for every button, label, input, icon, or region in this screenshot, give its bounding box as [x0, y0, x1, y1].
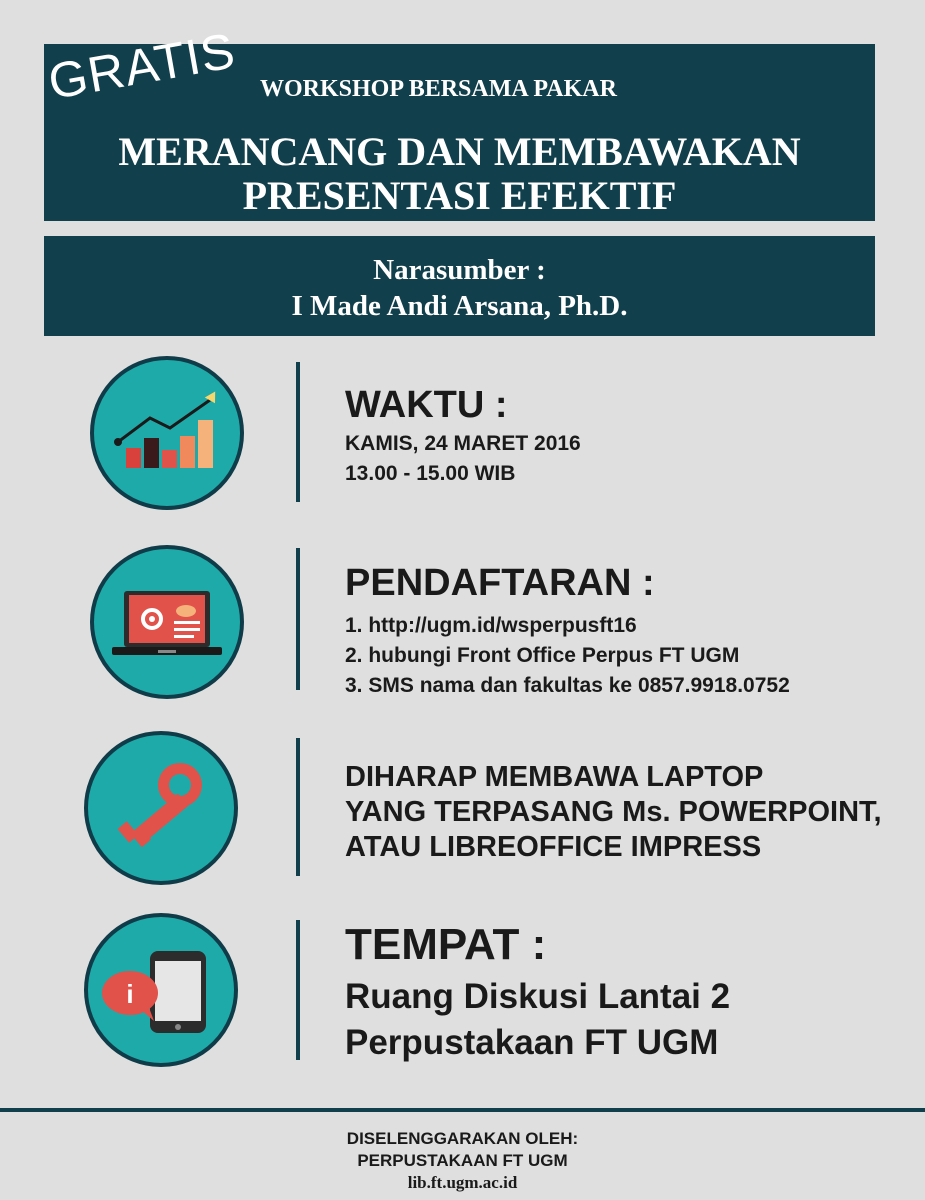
- tempat-line: Ruang Diskusi Lantai 2: [345, 977, 731, 1016]
- tempat-line: Perpustakaan FT UGM: [345, 1023, 719, 1062]
- note-line: YANG TERPASANG Ms. POWERPOINT,: [345, 796, 882, 828]
- divider-line: [296, 548, 300, 690]
- speaker-name: I Made Andi Arsana, Ph.D.: [291, 290, 628, 322]
- note-section: [345, 760, 882, 865]
- footer-divider: [0, 1108, 925, 1112]
- laptop-icon: [90, 545, 244, 699]
- tempat-heading: TEMPAT :: [345, 920, 547, 969]
- waktu-date: KAMIS, 24 MARET 2016: [345, 432, 581, 455]
- footer-organizer-name: PERPUSTAKAAN FT UGM: [357, 1151, 568, 1170]
- bar-chart-icon: [90, 356, 244, 510]
- footer: [0, 1128, 925, 1194]
- footer-organizer-label: DISELENGGARAKAN OLEH:: [346, 1129, 579, 1148]
- waktu-time: 13.00 - 15.00 WIB: [345, 462, 516, 485]
- pendaftaran-section: [345, 562, 790, 701]
- speaker-block: [44, 252, 875, 324]
- gratis-label: GRATIS: [44, 22, 240, 111]
- waktu-heading: WAKTU :: [345, 384, 508, 426]
- phone-info-icon: [84, 913, 238, 1067]
- speaker-label: Narasumber :: [373, 254, 546, 286]
- note-line: ATAU LIBREOFFICE IMPRESS: [345, 831, 762, 863]
- workshop-title: [44, 130, 875, 218]
- pendaftaran-heading: PENDAFTARAN :: [345, 562, 655, 604]
- key-icon: [84, 731, 238, 885]
- note-line: DIHARAP MEMBAWA LAPTOP: [345, 761, 764, 793]
- workshop-title-line2: PRESENTASI EFEKTIF: [242, 173, 677, 218]
- divider-line: [296, 362, 300, 502]
- workshop-title-line1: MERANCANG DAN MEMBAWAKAN: [118, 129, 801, 174]
- tempat-section: [345, 920, 730, 1066]
- divider-line: [296, 738, 300, 876]
- waktu-section: [345, 384, 581, 489]
- svg-text:i: i: [126, 979, 134, 1009]
- pendaftaran-item: 3. SMS nama dan fakultas ke 0857.9918.0752: [345, 674, 790, 697]
- divider-line: [296, 920, 300, 1060]
- pendaftaran-item: 2. hubungi Front Office Perpus FT UGM: [345, 644, 740, 667]
- footer-website: lib.ft.ugm.ac.id: [407, 1173, 518, 1192]
- workshop-subtitle: WORKSHOP BERSAMA PAKAR: [260, 76, 617, 102]
- pendaftaran-item: 1. http://ugm.id/wsperpusft16: [345, 614, 637, 637]
